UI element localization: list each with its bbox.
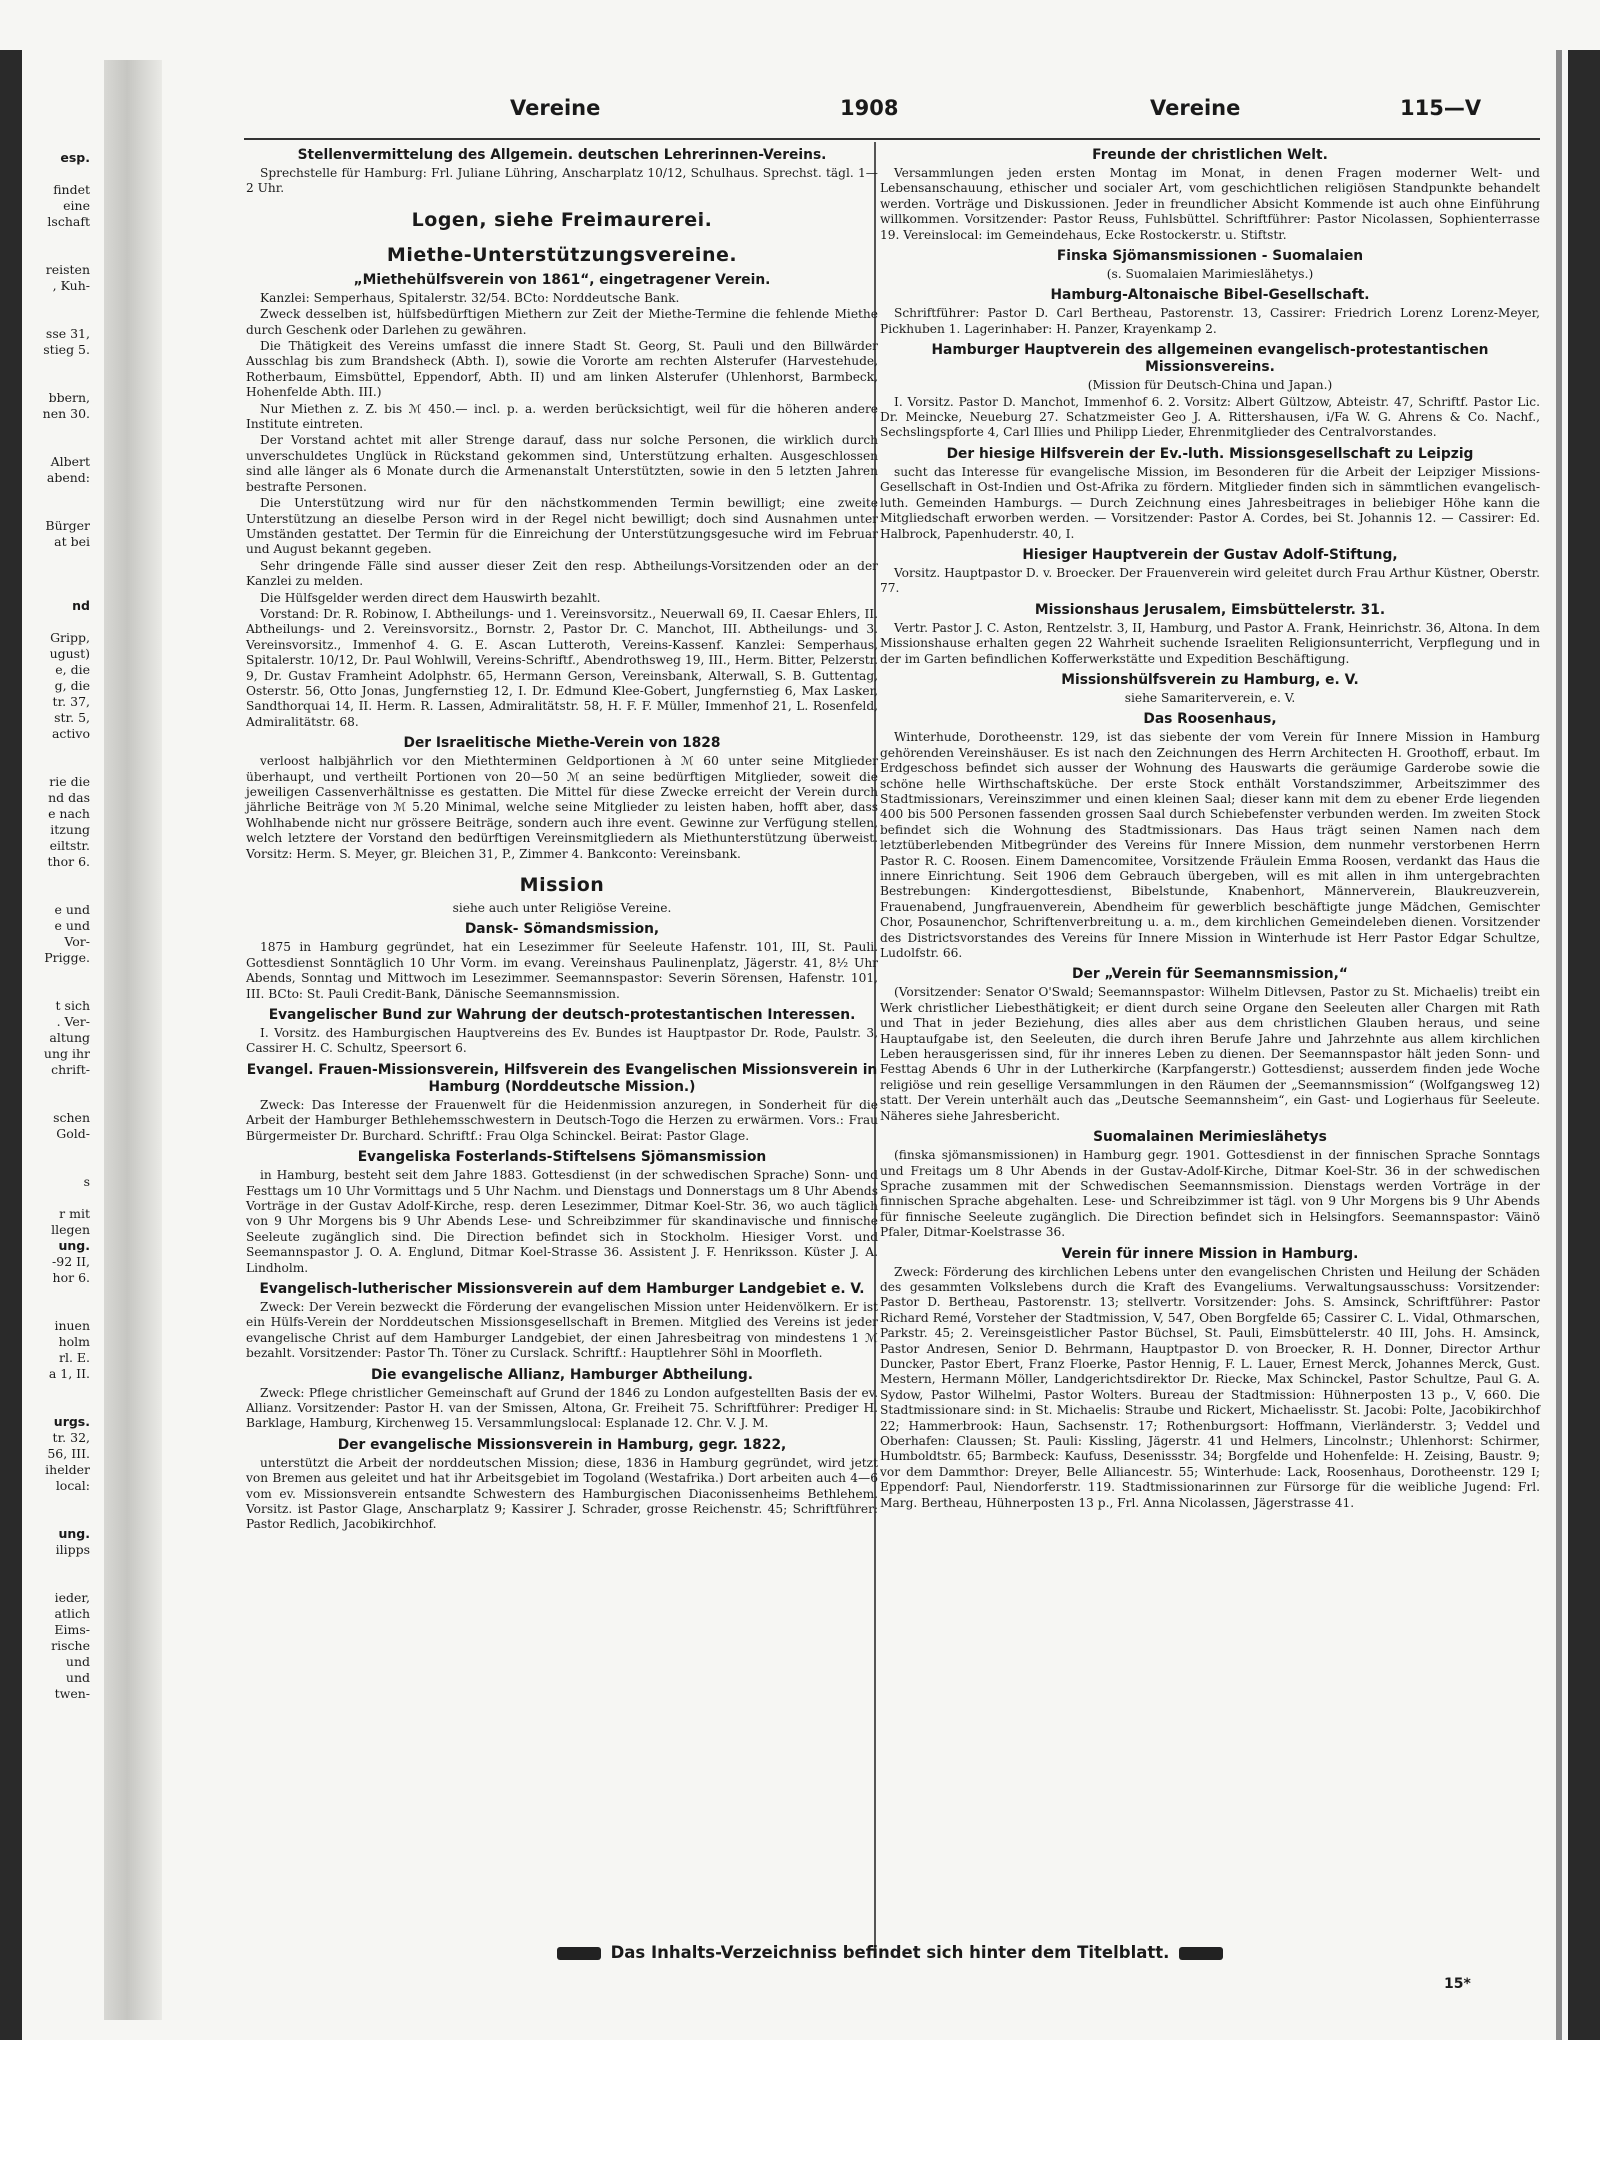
entry-heading: Evangel. Frauen-Missionsverein, Hilfsverein des Evangelischen Missionsverein in Hamburg (Norddeutsche Mission.) <box>246 1061 878 1095</box>
entry-heading: Stellenvermittelung des Allgemein. deutschen Lehrerinnen-Vereins. <box>297 147 827 163</box>
prev-page-line <box>22 1190 96 1206</box>
entry-heading: Verein für innere Mission in Hamburg. <box>1061 1245 1359 1262</box>
entry-text: Zweck: Pflege christlicher Gemeinschaft auf Grund der 1846 zu London aufgestellten Basis der ev. Allianz. Vorsitzender: Pastor H. van der Smissen, Altona, Gr. Freiheit 75. Schriftführer: Prediger H. Barklage, Hamburg, Kirchenweg 15. Versammlungslocal: Esplanade 12. Chr. V. J. M. <box>246 1385 878 1431</box>
entry-text: Zweck: Förderung des kirchlichen Lebens unter den evangelischen Christen und Heilung der Schäden des gesammten Volkslebens durch die Kraft des Evangeliums. Verwaltungsausschuss: Vorsitzender: Pastor D. Bertheau, Pastorenstr. 13; stellvertr. Vorsitzender: Johs. S. Amsinck, Schriftführer: Pastor Richard Remé, Vorsteher der Stadtmission, V, 547, Oben Borgfelde 65; Cassirer C. L. Vidal, Othmarschen, Parkstr. 45; 2. Vereinsgeistlicher Pastor Büchsel, St. Pauli, Eimsbüttelerstr. 40 III, Johs. H. Amsinck, Pastor Andresen, Senior D. Behrmann, Hauptpastor D. von Broecker, R. H. Donner, Director Arthur Duncker, Pastor Ebert, Franz Floerke, Pastor Hennig, F. L. Lauer, Ernest Merck, Johannes Merck, Gust. Mestern, Hermann Möller, Landgerichtsdirektor Dr. Riecke, Max Schinckel, Pastor Schultze, Paul G. A. Sydow, Pastor Wilhelmi, Pastor Wolters. Bureau der Stadtmission: Hühnerposten 13 p., V, 660. Die Stadtmissionare sind: in St. Michaelis: Straube und Rickert, Michaelisstr. St. Jacobi: Polte, Jacobikirchhof 22; Hammerbrook: Haun, Sachsenstr. 17; Rothenburgsort: Hoffmann, Vierländerstr. 3; Veddel und Oberhafen: Claussen; St. Pauli: Kissling, Jägerstr. 41 und Helmers, Lincolnstr.; Uhlenhorst: Schirmer, Humboldtstr. 65; Barmbeck: Kaufuss, Desenissstr. 34; Borgfelde und Hohenfelde: H. Zeising, Baustr. 9; vor dem Dammthor: Dreyer, Belle Alliancestr. 55; Winterhude: Lack, Roosenhaus, Dorotheenstr. 129 I; Eppendorf: Paul, Niendorferstr. 119. Stadtmissionarinnen zur Fürsorge für die weibliche Jugend: Frl. Marg. Bertheau, Hühnerposten 13 p., Frl. Anna Nicolassen, Jägerstrasse 41. <box>880 1264 1540 1510</box>
entry-heading: Der hiesige Hilfsverein der Ev.-luth. Missionsgesellschaft zu Leipzig <box>946 445 1474 462</box>
entry-text: Zweck: Der Verein bezweckt die Förderung der evangelischen Mission unter Heidenvölkern. Er ist ein Hülfs-Verein der Norddeutschen Missionsgesellschaft in Bremen. Mitglied des Vereins ist jeder evangelische Christ auf dem Hamburger Landgebiet, der einen Jahresbeitrag von mindestens 1 ℳ bezahlt. Vorsitzender: Pastor Th. Töner zu Curslack. Schriftf.: Hauptlehrer Söhl in Moorfleth. <box>246 1299 878 1361</box>
prev-page-line: e und <box>54 902 90 917</box>
prev-page-line: Vor- <box>64 934 90 949</box>
prev-page-line <box>22 1142 96 1158</box>
prev-page-line <box>22 502 96 518</box>
pointing-hand-icon <box>1179 1947 1223 1960</box>
section-heading: Mission <box>519 874 605 897</box>
entry-heading: Missionshülfsverein zu Hamburg, e. V. <box>1061 671 1359 688</box>
prev-page-line <box>22 1094 96 1110</box>
prev-page-line <box>22 1558 96 1574</box>
right-scan-border <box>1568 50 1600 2040</box>
prev-page-line: abend: <box>46 470 90 485</box>
prev-page-line: tr. 32, <box>52 1430 90 1445</box>
prev-page-line: tr. 37, <box>52 694 90 709</box>
prev-page-line: e und <box>54 918 90 933</box>
prev-page-line: ung. <box>58 1526 90 1541</box>
entry-text: Der Vorstand achtet mit aller Strenge darauf, dass nur solche Personen, die wirklich durch unverschuldetes Unglück in Rückstand gekommen sind, Unterstützung erhalten. Ausgeschlossen sind alle länger als 6 Monate durch die Armenanstalt Unterstützten, sowie in den 5 letzten Jahren bestrafte Personen. <box>246 433 878 494</box>
previous-page-fragment <box>22 150 96 1950</box>
header-year: 1908 <box>840 96 899 120</box>
prev-page-line <box>22 1398 96 1414</box>
prev-page-line: reisten <box>45 262 90 277</box>
prev-page-line <box>22 1574 96 1590</box>
prev-page-line: inuen <box>54 1318 90 1333</box>
entry-heading: Das Roosenhaus, <box>1143 711 1277 728</box>
running-header <box>240 96 1560 126</box>
header-left-title: Vereine <box>510 96 601 120</box>
entry-heading: Suomalainen Merimieslähetys <box>1093 1129 1327 1146</box>
entry-heading: Der „Verein für Seemannsmission,“ <box>1072 966 1348 983</box>
prev-page-line: ilipps <box>55 1542 90 1557</box>
prev-page-line: llegen <box>51 1222 90 1237</box>
prev-page-line: s <box>83 1174 90 1189</box>
prev-page-line <box>22 166 96 182</box>
entry-text: I. Vorsitz. Pastor D. Manchot, Immenhof 6. 2. Vorsitz: Albert Gültzow, Abteistr. 47, Schriftf. Pastor Lic. Dr. Meincke, Neueburg 27. Schatzmeister Geo J. A. Rittershausen, i/Fa W. G. Ahrens & Co. Nachf., Sechslingspforte 4, Carl Illies und Philipp Lieder, Ehrenmitglieder des Centralvorstandes. <box>880 394 1540 440</box>
entry-text: in Hamburg, besteht seit dem Jahre 1883. Gottesdienst (in der schwedischen Sprache) Sonn- und Festtags um 10 Uhr Vormittags und 5 Uhr Nachm. und Dienstags und Donnerstags um 8 Uhr Abends Vorträge in der Gustav Adolf-Kirche, resp. deren Lesezimmer, Ditmar Koel-Str. 36, wo auch täglich von 9 Uhr Morgens bis 9 Uhr Abends Lese- und Schreibzimmer für skandinavische und finnische Seeleute zugänglich sind. Die Direction befindet sich in Stockholm. Hiesiger Vorst. und Seemannspastor J. O. A. Englund, Ditmar Koel-Strasse 36. Assistent J. F. Henriksson. Küster J. A. Lindholm. <box>246 1168 878 1275</box>
entry-text: Die Hülfsgelder werden direct dem Hauswirth bezahlt. <box>260 590 601 605</box>
prev-page-line <box>22 614 96 630</box>
prev-page-line: t sich <box>55 998 90 1013</box>
prev-page-line: rie die <box>49 774 90 789</box>
entry-text: sucht das Interesse für evangelische Mission, im Besonderen für die Arbeit der Leipziger Missions-Gesellschaft in Ost-Indien und Ost-Afrika zu fördern. Mitglieder finden sich in sämmtlichen evangelisch-luth. Gemeinden Hamburgs. — Durch Zeichnung eines Jahresbeitrages in beliebiger Höhe kann die Mitgliedschaft erworben werden. — Vorsitzender: Pastor A. Cordes, bei St. Johannis 12. — Cassirer: Ed. Halbrock, Papenhuderstr. 40, I. <box>880 464 1540 541</box>
bottom-margin <box>0 2040 1600 2177</box>
prev-page-line: ieder, <box>54 1590 90 1605</box>
prev-page-line: eiltstr. <box>49 838 90 853</box>
entry-heading: Die evangelische Allianz, Hamburger Abtheilung. <box>370 1366 754 1383</box>
prev-page-line: a 1, II. <box>48 1366 90 1381</box>
prev-page-line: ihelder <box>45 1462 90 1477</box>
prev-page-line: und <box>65 1670 90 1685</box>
prev-page-line: str. 5, <box>54 710 90 725</box>
prev-page-line: activo <box>51 726 90 741</box>
prev-page-line: lschaft <box>47 214 90 229</box>
entry-heading: Missionshaus Jerusalem, Eimsbüttelerstr. 31. <box>1034 601 1386 618</box>
header-rule <box>244 138 1540 140</box>
prev-page-line: holm <box>58 1334 90 1349</box>
footer-text: Das Inhalts-Verzeichniss befindet sich hinter dem Titelblatt. <box>610 1943 1170 1962</box>
prev-page-line: itzung <box>50 822 90 837</box>
entry-text: Sehr dringende Fälle sind ausser dieser Zeit den resp. Abtheilungs-Vorsitzenden oder an der Kanzlei zu melden. <box>246 558 878 589</box>
entry-text: Winterhude, Dorotheenstr. 129, ist das siebente der vom Verein für Innere Mission in Hamburg gehörenden Vereinshäuser. Es ist nach den Zeichnungen des Herrn Architecten H. Groothoff, erbaut. Im Erdgeschoss befindet sich ausser der Wohnung des Hauswarts die geräumige Garderobe sowie die schöne helle Wirthschaftsküche. Der erste Stock enthält Vorstandszimmer, Arbeitszimmer des Stadtmissionars, Vereinszimmer und einen kleinen Saal; dieser kann mit dem zu ebener Erde liegenden 400 bis 500 Personen fassenden grossen Saal durch Schiebefenster verbunden werden. Im zweiten Stock befindet sich die Wohnung des Stadtmissionars. Das Haus trägt seinen Namen nach dem letztüberlebenden Mitbegründer des Vereins für Innere Mission, dem nunmehr verstorbenen Herrn Pastor R. C. Roosen. Einem Damencomitee, Vorsitzende Fräulein Emma Roosen, verdankt das Haus die innere Einrichtung. Seit 1906 dem Gebrauch übergeben, will es mit allen in ihm untergebrachten Bestrebungen: Kindergottesdienst, Bibelstunde, Knabenhort, Männerverein, Blaukreuzverein, Frauenabend, Jungfrauenverein, Abendheim für gewerblich beschäftigte junge Mädchen, Gemischter Chor, Posaunenchor, Schriftenverbreitung u. a. m., dem kirchlichen Gemeindeleben dienen. Vorsitzender des Districtsvorstandes des Vereins für Innere Mission in Winterhude ist Herr Pastor Edgar Schultze, Ludolfstr. 66. <box>880 730 1540 961</box>
right-page-edge <box>1556 50 1562 2040</box>
prev-page-line: nd <box>72 598 90 613</box>
prev-page-line: Albert <box>50 454 90 469</box>
prev-page-line: thor 6. <box>47 854 90 869</box>
prev-page-line: Gripp, <box>50 630 90 645</box>
prev-page-line <box>22 422 96 438</box>
entry-text: verloost halbjährlich vor den Miethterminen Geldportionen à ℳ 60 unter seine Mitglieder überhaupt, und vertheilt Portionen von 20—50 ℳ an seine bedürftigen Mitglieder, soweit die jeweiligen Cassenverhältnisse es gestatten. Die Mittel für diese Zwecke erreicht der Verein durch jährliche Beiträge von ℳ 5.20 Minimal, welche seine Mitglieder zu leisten haben, hofft aber, dass Wohlhabende nicht nur grössere Beiträge, sondern auch ihre event. Gewinne zur Verfügung stellen, welch letztere der Vorstand den bedürftigen Vereinsmitgliedern als Miethunterstützung überweist. Vorsitz: Herm. S. Meyer, gr. Bleichen 31, P., Zimmer 4. Bankconto: Vereinsbank. <box>246 754 878 861</box>
prev-page-line: Gold- <box>56 1126 90 1141</box>
prev-page-line: e, die <box>55 662 90 677</box>
prev-page-line <box>22 982 96 998</box>
prev-page-line: r mit <box>59 1206 90 1221</box>
prev-page-line <box>22 310 96 326</box>
prev-page-line: 56, III. <box>47 1446 90 1461</box>
prev-page-line: eine <box>63 198 90 213</box>
left-column <box>246 142 878 1534</box>
header-right-title: Vereine <box>1150 96 1241 120</box>
prev-page-line <box>22 374 96 390</box>
entry-heading: Dansk- Sömandsmission, <box>464 921 660 938</box>
left-scan-border <box>0 50 22 2040</box>
prev-page-line: findet <box>53 182 90 197</box>
entry-text: Vertr. Pastor J. C. Aston, Rentzelstr. 3, II, Hamburg, und Pastor A. Frank, Heinrichstr. 36, Altona. In dem Missionshause erhalten gegen 22 Wahrheit suchende Israeliten Religionsunterricht, Verpflegung und in der im Garten befindlichen Kofferwerkstätte und Expedition Beschäftigung. <box>880 620 1540 666</box>
prev-page-line <box>22 246 96 262</box>
entry-heading: Evangelischer Bund zur Wahrung der deutsch-protestantischen Interessen. <box>268 1007 856 1024</box>
entry-text: Kanzlei: Semperhaus, Spitalerstr. 32/54. BCto: Norddeutsche Bank. <box>260 290 680 305</box>
page-number: 115—V <box>1400 96 1482 120</box>
entry-text: Die Unterstützung wird nur für den nächstkommenden Termin bewilligt; eine zweite Unterstützung an dieselbe Person wird in der Regel nicht bewilligt; doch sind Ausnahmen unter Umständen gestattet. Der Termin für die Einreichung der Unterstützungsgesuche wird im Februar und August bekannt gegeben. <box>246 496 878 557</box>
prev-page-line <box>22 966 96 982</box>
prev-page-line <box>22 1158 96 1174</box>
prev-page-line <box>22 358 96 374</box>
prev-page-line <box>22 230 96 246</box>
prev-page-line <box>22 758 96 774</box>
prev-page-line: , Kuh- <box>52 278 90 293</box>
entry-text: Schriftführer: Pastor D. Carl Bertheau, Pastorenstr. 13, Cassirer: Friedrich Lorenz Lorenz-Meyer, Pickhuben 1. Lagerinhaber: H. Panzer, Krayenkamp 2. <box>880 306 1540 336</box>
prev-page-line: e nach <box>48 806 90 821</box>
prev-page-line: nd das <box>48 790 90 805</box>
entry-heading: Der Israelitische Miethe-Verein von 1828 <box>403 735 721 752</box>
entry-heading: Finska Sjömansmissionen - Suomalaien <box>1056 248 1364 265</box>
prev-page-line: Eims- <box>54 1622 90 1637</box>
prev-page-line <box>22 550 96 566</box>
prev-page-line <box>22 438 96 454</box>
entry-text: unterstützt die Arbeit der norddeutschen Mission; diese, 1836 in Hamburg gegründet, wird jetzt von Bremen aus geleitet und hat ihr Arbeitsgebiet im Togoland (Westafrika.) Dort arbeiten auch 4—6 vom ev. Missionsverein entsandte Schwestern des Hamburgischen Diaconissenheims Bethlehem. Vorsitz. ist Pastor Glage, Anscharplatz 9; Kassirer J. Schrader, grosse Reichenstr. 45; Schriftführer: Pastor Redlich, Jacobikirchhof. <box>246 1455 878 1532</box>
prev-page-line <box>22 1382 96 1398</box>
prev-page-line: rische <box>51 1638 90 1653</box>
prev-page-line: g, die <box>54 678 90 693</box>
prev-page-line: schen <box>53 1110 90 1125</box>
prev-page-line: Prigge. <box>44 950 90 965</box>
right-column <box>880 142 1540 1512</box>
prev-page-line: nen 30. <box>42 406 90 421</box>
entry-text: Nur Miethen z. Z. bis ℳ 450.— incl. p. a. werden berücksichtigt, weil für die höheren andere Institute eintreten. <box>246 401 878 432</box>
entry-text: 1875 in Hamburg gegründet, hat ein Lesezimmer für Seeleute Hafenstr. 101, III, St. Pauli. Gottesdienst Sonntäglich 10 Uhr Vorm. im evang. Vereinshaus Paulinenplatz, Jägerstr. 41, 8½ Uhr Abends, Sonntag und Mittwoch im Lesezimmer. Seemannspastor: Severin Sörensen, Hafenstr. 101, III. BCto: St. Pauli Credit-Bank, Dänische Seemannsmission. <box>246 940 878 1001</box>
cross-reference: siehe Samariterverein, e. V. <box>1124 690 1296 705</box>
prev-page-line: und <box>65 1654 90 1669</box>
prev-page-line <box>22 1286 96 1302</box>
entry-heading: Hamburg-Altonaische Bibel-Gesellschaft. <box>1050 287 1370 304</box>
prev-page-line: -92 II, <box>52 1254 90 1269</box>
prev-page-line <box>22 566 96 582</box>
prev-page-line: local: <box>55 1478 90 1493</box>
prev-page-line <box>22 1302 96 1318</box>
section-heading: Miethe-Unterstützungsvereine. <box>386 243 738 266</box>
prev-page-line: . Ver- <box>56 1014 90 1029</box>
footer-notice <box>460 1943 1320 1962</box>
prev-page-line <box>22 1494 96 1510</box>
signature-mark: 15* <box>1444 1976 1471 1992</box>
prev-page-line: stieg 5. <box>43 342 90 357</box>
entry-text: I. Vorsitz. des Hamburgischen Hauptvereins des Ev. Bundes ist Hauptpastor Dr. Rode, Paulstr. 3, Cassirer H. C. Schultz, Speersort 6. <box>246 1026 878 1056</box>
cross-reference: (Mission für Deutsch-China und Japan.) <box>1087 378 1333 393</box>
prev-page-line: urgs. <box>53 1414 90 1429</box>
entry-heading: Evangeliska Fosterlands-Stiftelsens Sjömansmission <box>357 1149 767 1166</box>
cross-reference: siehe auch unter Religiöse Vereine. <box>452 901 672 916</box>
entry-text: Sprechstelle für Hamburg: Frl. Juliane Lühring, Anscharplatz 10/12, Schulhaus. Sprechst. tägl. 1—2 Uhr. <box>246 166 878 196</box>
entry-heading: Freunde der christlichen Welt. <box>1092 147 1328 163</box>
prev-page-line: atlich <box>54 1606 90 1621</box>
pointing-hand-icon <box>557 1947 601 1960</box>
prev-page-line <box>22 486 96 502</box>
prev-page-line: ung ihr <box>43 1046 90 1061</box>
entry-text: Vorstand: Dr. R. Robinow, I. Abtheilungs- und 1. Vereinsvorsitz., Neuerwall 69, II. Caesar Ehlers, II. Abtheilungs- und 2. Vereinsvorsitz., Bornstr. 2, Pastor Dr. C. Manchot, III. Abtheilungs- und 3. Vereinsvorsitz., Immenhof 4. G. E. Ascan Lutteroth, Vereins-Kassenf. Kanzlei: Semperhaus, Spitalerstr. 10/12, Dr. Paul Wohlwill, Vereins-Schriftf., Abendrothsweg 19, III., Herm. Bitter, Pelzerstr. 9, Dr. Gustav Framheint Adolphstr. 65, Hermann Gerson, Vereinsbank, Alterwall, S. B. Guttentag, Osterstr. 56, Otto Jonas, Jungfernstieg 12, I. Dr. Edmund Klee-Gobert, Jungfernstieg 6, Max Lasker, Sandthorquai 14, II. Herm. R. Lassen, Admiralitätstr. 58, H. F. F. Müller, Immenhof 21, L. Rosenfeld, Admiralitätstr. 68. <box>246 606 878 729</box>
prev-page-line <box>22 886 96 902</box>
prev-page-line <box>22 1510 96 1526</box>
prev-page-line: ugust) <box>49 646 90 661</box>
prev-page-line: hor 6. <box>52 1270 90 1285</box>
prev-page-line: bbern, <box>48 390 90 405</box>
prev-page-line: twen- <box>54 1686 90 1701</box>
entry-text: Versammlungen jeden ersten Montag im Monat, in denen Fragen moderner Welt- und Lebensanschauung, ethischer und socialer Art, vom geschichtlichen religiösen Standpunkte behandelt werden. Vorträge und Diskussionen. Jeder in freundlicher Absicht Kommende ist auch ohne Einführung willkommen. Vorsitzender: Pastor Reuss, Fuhlsbüttel. Schriftführer: Pastor Nicolassen, Sophienterrasse 19. Vereinslocal: im Gemeindehaus, Ecke Rostockerstr. u. Stiftstr. <box>880 166 1540 242</box>
section-heading: Logen, siehe Freimaurerei. <box>411 208 713 231</box>
entry-text: Vorsitz. Hauptpastor D. v. Broecker. Der Frauenverein wird geleitet durch Frau Arthur Küstner, Oberstr. 77. <box>880 565 1540 596</box>
prev-page-line: rl. E. <box>58 1350 90 1365</box>
prev-page-line: sse 31, <box>45 326 90 341</box>
entry-heading: Hamburger Hauptverein des allgemeinen evangelisch-protestantischen Missionsvereins. <box>931 342 1489 376</box>
book-gutter <box>104 60 162 2020</box>
cross-reference: (s. Suomalaien Marimieslähetys.) <box>1106 267 1314 282</box>
prev-page-line <box>22 582 96 598</box>
prev-page-line: at bei <box>54 534 90 549</box>
entry-heading: Der evangelische Missionsverein in Hamburg, gegr. 1822, <box>337 1436 787 1453</box>
prev-page-line: esp. <box>60 150 90 165</box>
prev-page-line: Bürger <box>45 518 90 533</box>
entry-heading: „Miethehülfsverein von 1861“, eingetragener Verein. <box>353 271 771 288</box>
prev-page-line <box>22 1078 96 1094</box>
entry-text: Die Thätigkeit des Vereins umfasst die innere Stadt St. Georg, St. Pauli und den Billwärder Ausschlag bis zum Brandsheck (Abth. I), sowie die Vororte am rechten Alsterufer (Harvestehude, Rotherbaum, Eimsbüttel, Eppendorf, Abth. II) und am linken Alsterufer (Uhlenhorst, Barmbeck, Hohenfelde Abth. III.) <box>246 339 878 400</box>
entry-text: (Vorsitzender: Senator O'Swald; Seemannspastor: Wilhelm Ditlevsen, Pastor zu St. Michaelis) treibt ein Werk christlicher Liebesthätigkeit; er dient durch seine Organe den Seeleuten aller Chargen mit Rath und That in jeder Beziehung, dies alles aber aus dem christlichen Glauben heraus, und seine Hauptaufgabe ist, den Seeleuten, die durch ihren Berufe Jahre und Jahrzehnte aus allem kirchlichen Leben herausgerissen sind, für ihr inneres Leben zu dienen. Der Seemannspastor hält jeden Sonn- und Festtag Abends 6 Uhr in der Lutherkirche (Karpfangerstr.) Gottesdienst; ausserdem finden jede Woche religiöse und rein gesellige Versammlungen in den Räumen der „Seemannsmission“ (Wolfgangsweg 12) statt. Der Verein unterhält auch das „Deutsche Seemannsheim“, ein Gast- und Logierhaus für Seeleute. Näheres siehe Jahresbericht. <box>880 985 1540 1123</box>
prev-page-line: altung <box>49 1030 90 1045</box>
entry-heading: Hiesiger Hauptverein der Gustav Adolf-Stiftung, <box>1022 546 1398 563</box>
prev-page-line: ung. <box>58 1238 90 1253</box>
entry-text: Zweck desselben ist, hülfsbedürftigen Miethern zur Zeit der Miethe-Termine die fehlende Miethe durch Geschenk oder Darlehen zu gewähren. <box>246 307 878 337</box>
entry-text: Zweck: Das Interesse der Frauenwelt für die Heidenmission anzuregen, in Sonderheit für die Arbeit der Hamburger Bethlehemsschwestern in Deutsch-Togo die Herzen zu erwärmen. Vors.: Frau Bürgermeister Dr. Burchard. Schriftf.: Frau Olga Schinckel. Beirat: Pastor Glage. <box>246 1097 878 1143</box>
prev-page-line <box>22 870 96 886</box>
prev-page-line <box>22 294 96 310</box>
entry-text: (finska sjömansmissionen) in Hamburg gegr. 1901. Gottesdienst in der finnischen Sprache Sonntags und Freitags um 8 Uhr Abends in der Gustav-Adolf-Kirche, Ditmar Koel-Str. 36 in der schwedischen Sprache zusammen mit der Schwedischen Seemannsmission. Dienstags werden Vorträge in der finnischen Sprache abgehalten. Lese- und Schreibzimmer ist tägl. von 9 Uhr Morgens bis 9 Uhr Abends für finnische Seeleute zugänglich. Die Direction befindet sich in Helsingfors. Seemannspastor: Väinö Pfaler, Ditmar-Koelstrasse 36. <box>880 1148 1540 1240</box>
entry-heading: Evangelisch-lutherischer Missionsverein auf dem Hamburger Landgebiet e. V. <box>259 1280 865 1297</box>
prev-page-line: chrift- <box>51 1062 90 1077</box>
prev-page-line <box>22 742 96 758</box>
